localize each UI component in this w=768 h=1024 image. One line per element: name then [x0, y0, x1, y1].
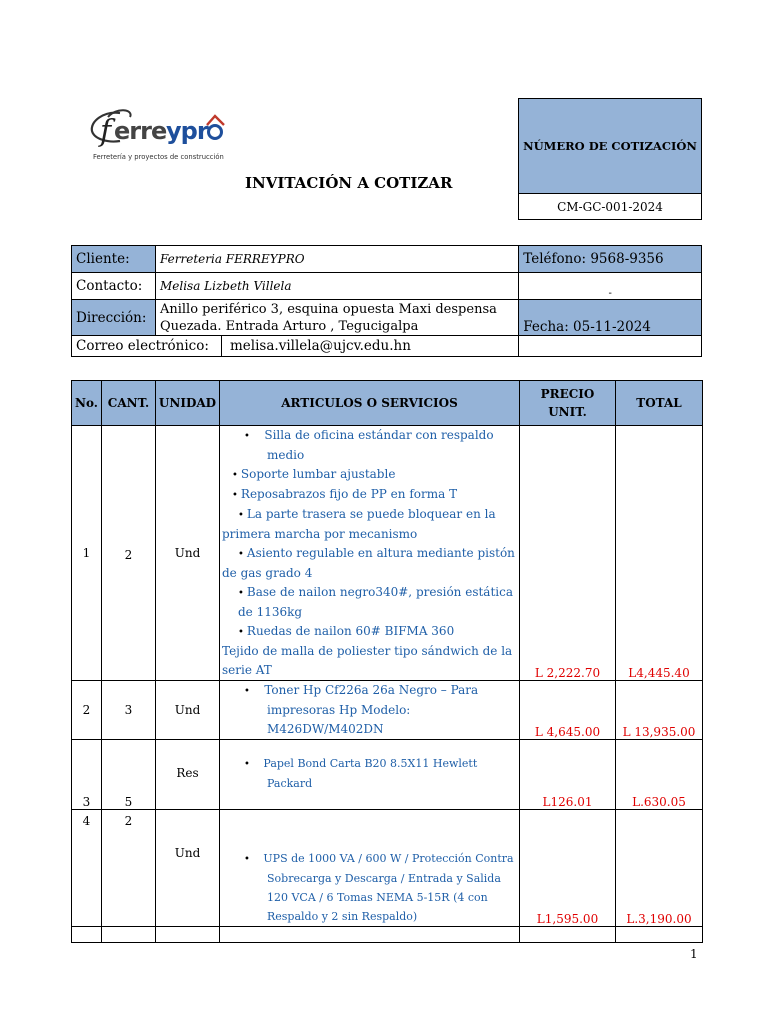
client-info-table: [71, 245, 702, 357]
bullet-icon: •: [232, 470, 238, 481]
bullet-icon: •: [238, 510, 244, 521]
row-unidad: Und: [156, 426, 220, 681]
item-extra-text: Tejido de malla de poliester tipo sándwich de la serie AT: [222, 644, 513, 677]
logo-tagline: Ferretería y proyectos de construcción: [93, 153, 224, 161]
bullet-icon: •: [244, 854, 250, 865]
header-no: No.: [72, 381, 102, 426]
quote-number-label: NÚMERO DE COTIZACIÓN: [519, 99, 701, 194]
row-unidad: Res: [156, 740, 220, 810]
table-row: [72, 740, 703, 810]
table-row: [72, 681, 703, 740]
header-unidad: UNIDAD: [156, 381, 220, 426]
contact-extra: -: [519, 273, 702, 300]
item-bullet: UPS de 1000 VA / 600 W / Protección Contra Sobrecarga y Descarga / Entrada y Salida 120 VCA / 6 Tomas NEMA 5-15R (4 con Respaldo y 2 sin Respaldo): [263, 852, 514, 923]
row-unidad: Und: [156, 681, 220, 740]
row-total: L.3,190.00: [616, 810, 703, 927]
email-label: Correo electrónico:: [76, 338, 209, 354]
table-row: [72, 810, 703, 927]
bullet-icon: •: [244, 759, 250, 770]
address-line2: Quezada. Entrada Arturo , Tegucigalpa: [159, 318, 419, 334]
item-bullet: Toner Hp Cf226a 26a Negro – Para impresoras Hp Modelo: M426DW/M402DN: [264, 683, 479, 736]
bullet-icon: •: [244, 431, 250, 442]
row-cant: 3: [102, 681, 156, 740]
email-value: melisa.villela@ujcv.edu.hn: [221, 336, 411, 356]
header-total: TOTAL: [616, 381, 703, 426]
row-precio: L 4,645.00: [520, 681, 616, 740]
row-precio: L126.01: [520, 740, 616, 810]
row-total: L4,445.40: [616, 426, 703, 681]
header-cant: CANT.: [102, 381, 156, 426]
items-table: [71, 380, 703, 943]
item-bullet: Base de nailon negro340#, presión estática de 1136kg: [238, 585, 513, 619]
row-cant: 5: [102, 740, 156, 810]
header-precio: PRECIO UNIT.: [520, 381, 616, 426]
row-total: L 13,935.00: [616, 681, 703, 740]
address-line1: Anillo periférico 3, esquina opuesta Maxi despensa: [159, 301, 497, 317]
quote-number-box: [518, 98, 702, 220]
svg-text:f: f: [100, 114, 112, 149]
item-bullet: Papel Bond Carta B20 8.5X11 Hewlett Packard: [263, 757, 478, 790]
table-row: [72, 426, 703, 681]
item-bullet: Soporte lumbar ajustable: [240, 467, 396, 481]
row-no: 3: [72, 740, 102, 810]
phone-value: Teléfono: 9568-9356: [519, 246, 702, 273]
table-row-empty: [72, 927, 703, 943]
contact-label: Contacto:: [72, 273, 156, 300]
bullet-icon: •: [232, 490, 238, 501]
item-bullet: Reposabrazos fijo de PP en forma T: [240, 487, 458, 501]
bullet-icon: •: [238, 549, 244, 560]
row-cant: 2: [102, 810, 156, 927]
date-value: Fecha: 05-11-2024: [519, 300, 702, 336]
address-label: Dirección:: [72, 300, 156, 336]
row-cant: 2: [102, 426, 156, 681]
client-label: Cliente:: [72, 246, 156, 273]
svg-text:ypr: ypr: [166, 117, 208, 145]
item-bullet: La parte trasera se puede bloquear en la primera marcha por mecanismo: [222, 507, 496, 541]
item-bullet: Ruedas de nailon 60# BIFMA 360: [246, 624, 455, 638]
contact-value: Melisa Lizbeth Villela: [155, 273, 518, 300]
row-no: 2: [72, 681, 102, 740]
bullet-icon: •: [238, 588, 244, 599]
header-articulos: ARTICULOS O SERVICIOS: [220, 381, 520, 426]
svg-text:erre: erre: [114, 117, 167, 145]
row-precio: L 2,222.70: [520, 426, 616, 681]
item-bullet: Silla de oficina estándar con respaldo medio: [264, 428, 494, 462]
row-total: L.630.05: [616, 740, 703, 810]
client-value: Ferreteria FERREYPRO: [155, 246, 518, 273]
quote-number-value: CM-GC-001-2024: [557, 200, 663, 214]
bullet-icon: •: [238, 627, 244, 638]
item-bullet: Asiento regulable en altura mediante pistón de gas grado 4: [222, 546, 515, 580]
document-title: INVITACIÓN A COTIZAR: [245, 174, 453, 192]
company-logo: [86, 99, 234, 163]
bullet-icon: •: [244, 686, 250, 697]
row-unidad: Und: [156, 810, 220, 927]
page-number: 1: [690, 947, 698, 961]
row-no: 1: [72, 426, 102, 681]
row-no: 4: [72, 810, 102, 927]
row-precio: L1,595.00: [520, 810, 616, 927]
